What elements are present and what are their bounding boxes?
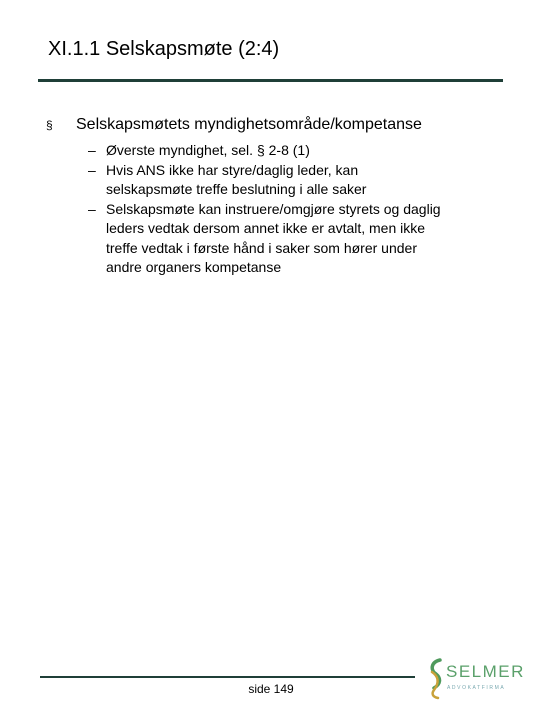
sub-bullet-line: Øverste myndighet, sel. § 2-8 (1) xyxy=(106,142,310,158)
dash-marker: – xyxy=(88,161,96,178)
sub-bullet-line: Hvis ANS ikke har styre/daglig leder, kan xyxy=(106,161,359,178)
slide-title: XI.1.1 Selskapsmøte (2:4) xyxy=(48,38,280,60)
page-number: side 149 xyxy=(248,682,294,696)
logo-subtitle: ADVOKATFIRMA xyxy=(447,685,506,691)
sub-bullet-item xyxy=(88,141,508,161)
footer-divider xyxy=(40,676,415,678)
sub-bullet-line: Selskapsmøte kan instruere/omgjøre styrets og daglig xyxy=(106,200,441,217)
dash-marker: – xyxy=(88,142,96,158)
selmer-logo xyxy=(428,658,525,702)
sub-bullet-list xyxy=(88,141,508,278)
sub-bullet-line: andre organers kompetanse xyxy=(106,259,282,275)
sub-bullet-item xyxy=(88,200,508,278)
bullet-marker: § xyxy=(46,118,53,132)
title-divider xyxy=(38,79,503,82)
sub-bullet-line: treffe vedtak i første hånd i saker som hører under xyxy=(106,239,417,256)
dash-marker: – xyxy=(88,200,96,217)
selmer-s-icon xyxy=(428,658,444,700)
logo-name: SELMER xyxy=(446,662,525,681)
sub-bullet-item xyxy=(88,161,508,200)
bullet-text: Selskapsmøtets myndighetsområde/kompetanse xyxy=(76,116,422,133)
sub-bullet-line: leders vedtak dersom annet ikke er avtalt, men ikke xyxy=(106,220,426,236)
sub-bullet-line: selskapsmøte treffe beslutning i alle saker xyxy=(106,181,367,197)
